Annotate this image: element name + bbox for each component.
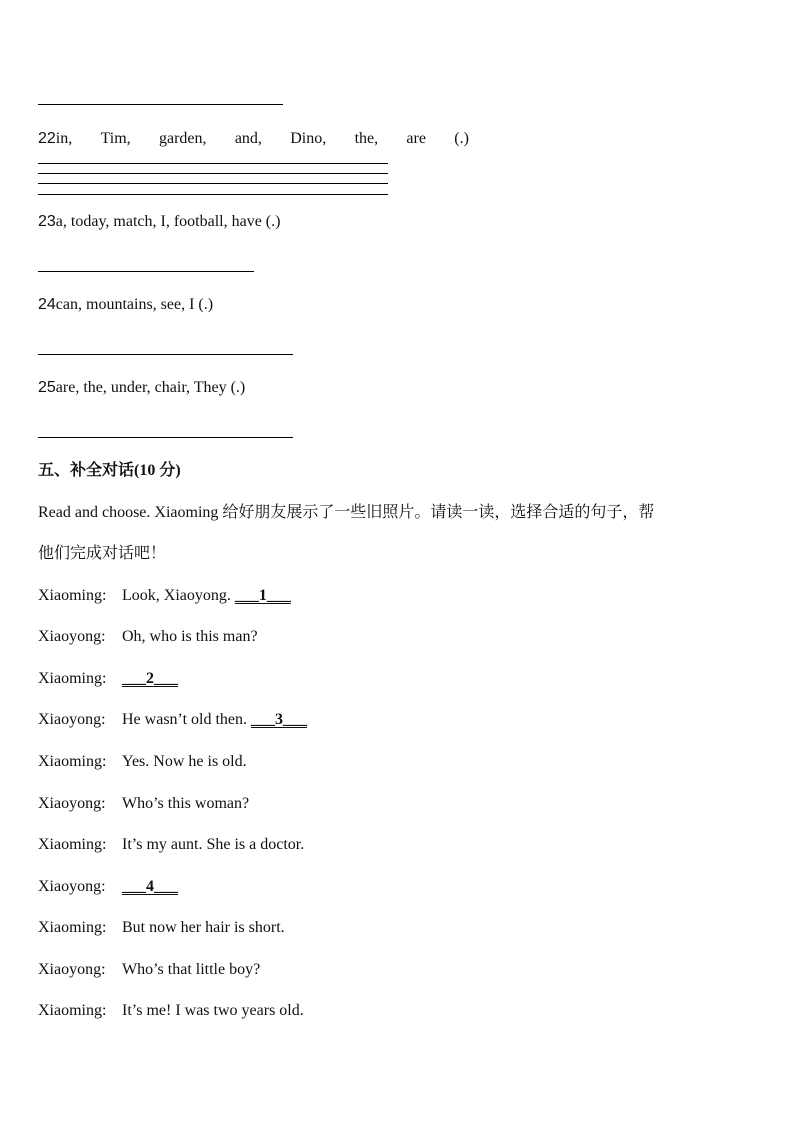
- word: the,: [354, 130, 379, 147]
- line-text: Yes. Now he is old.: [122, 753, 247, 770]
- section-heading: 五、补全对话(10 分): [38, 462, 181, 479]
- speaker: Xiaoyong:: [38, 711, 106, 728]
- answer-blank-2[interactable]: ___2___: [122, 670, 178, 687]
- dialogue-line-10: [38, 960, 260, 980]
- line-text: Oh, who is this man?: [122, 628, 258, 645]
- line-text: It’s my aunt. She is a doctor.: [122, 836, 305, 853]
- question-number: 22: [38, 130, 56, 147]
- line-text: He wasn’t old then.: [122, 711, 248, 728]
- word: Dino,: [290, 130, 327, 147]
- word: are: [406, 130, 426, 147]
- speaker: Xiaoming:: [38, 753, 107, 770]
- section-instruction: Read and choose. Xiaoming 给好朋友展示了一些旧照片。请读一读，选择合适的句子，帮: [38, 504, 655, 521]
- speaker: Xiaoming:: [38, 836, 107, 853]
- word: (.): [454, 130, 469, 147]
- answer-line-22b: [38, 173, 388, 174]
- word: in,: [55, 130, 73, 147]
- question-number: 24: [38, 296, 56, 313]
- dialogue-line-6: [38, 794, 249, 814]
- dialogue-line-4: [38, 710, 307, 730]
- question-22: [38, 129, 469, 149]
- word: and,: [234, 130, 262, 147]
- answer-line-22d: [38, 194, 388, 195]
- answer-line-22c: [38, 183, 388, 184]
- answer-blank-1[interactable]: ___1___: [234, 587, 291, 604]
- answer-line-23: [38, 271, 254, 272]
- question-24: [38, 295, 213, 315]
- dialogue-line-8: [38, 877, 178, 897]
- word: garden,: [158, 130, 207, 147]
- answer-blank-4[interactable]: ___4___: [122, 878, 178, 895]
- question-text: a, today, match, I, football, have (.): [55, 213, 281, 230]
- speaker: Xiaoming:: [38, 670, 107, 687]
- line-text: Look, Xiaoyong.: [122, 587, 231, 604]
- answer-blank-3[interactable]: ___3___: [251, 711, 308, 728]
- dialogue-line-7: [38, 835, 304, 855]
- speaker: Xiaoyong:: [38, 961, 106, 978]
- question-number: 25: [38, 379, 56, 396]
- answer-line-22a: [38, 163, 388, 164]
- dialogue-line-5: [38, 752, 247, 772]
- speaker: Xiaoming:: [38, 919, 107, 936]
- answer-line-21: [38, 104, 283, 105]
- dialogue-line-9: [38, 918, 285, 938]
- section-instruction-cont: 他们完成对话吧！: [38, 545, 167, 562]
- question-25: [38, 378, 245, 398]
- line-text: Who’s this woman?: [122, 795, 250, 812]
- dialogue-line-1: [38, 586, 291, 606]
- word: Tim,: [100, 130, 131, 147]
- answer-line-24: [38, 354, 293, 355]
- question-text: are, the, under, chair, They (.): [55, 379, 246, 396]
- question-number: 23: [38, 213, 56, 230]
- speaker: Xiaoming:: [38, 587, 107, 604]
- dialogue-line-3: [38, 669, 178, 689]
- question-text: can, mountains, see, I (.): [55, 296, 214, 313]
- speaker: Xiaoming:: [38, 1002, 107, 1019]
- speaker: Xiaoyong:: [38, 878, 106, 895]
- line-text: But now her hair is short.: [122, 919, 285, 936]
- question-23: [38, 212, 280, 232]
- speaker: Xiaoyong:: [38, 795, 106, 812]
- dialogue-line-11: [38, 1001, 304, 1021]
- answer-line-25: [38, 437, 293, 438]
- speaker: Xiaoyong:: [38, 628, 106, 645]
- line-text: It’s me! I was two years old.: [122, 1002, 304, 1019]
- dialogue-line-2: [38, 627, 258, 647]
- line-text: Who’s that little boy?: [122, 961, 261, 978]
